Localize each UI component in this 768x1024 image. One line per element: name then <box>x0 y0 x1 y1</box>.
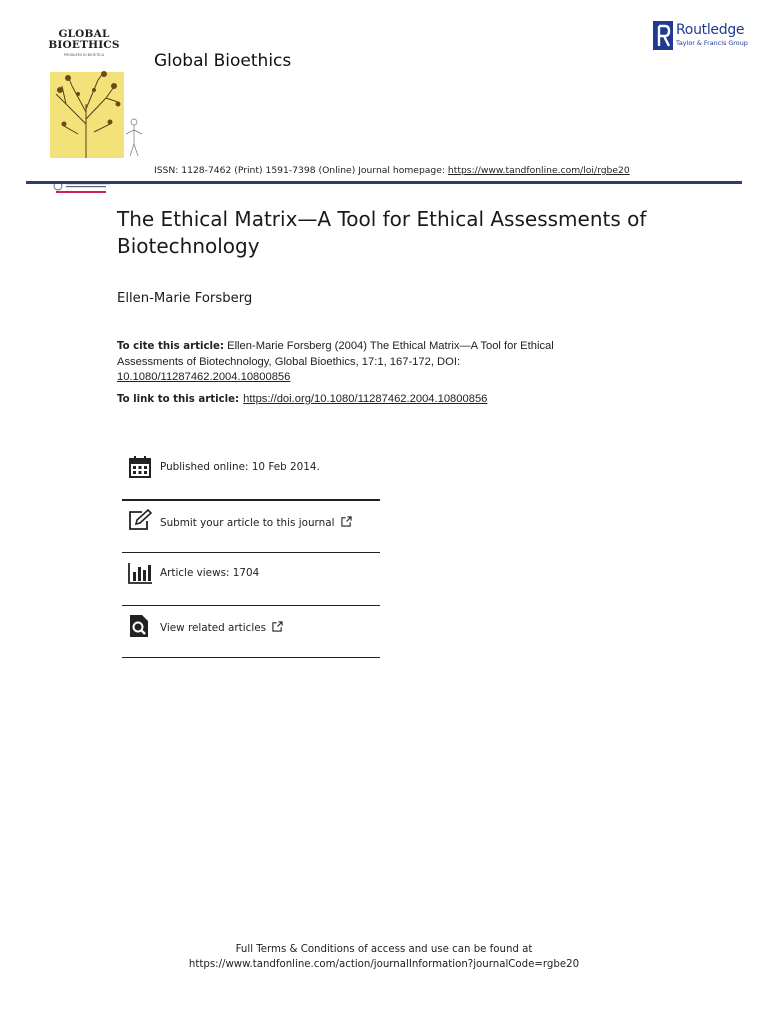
routledge-logo-icon <box>653 21 673 50</box>
related-articles-row[interactable] <box>122 614 380 666</box>
issn-line: ISSN: 1128-7462 (Print) 1591-7398 (Online) Journal homepage: https://www.tandfonline.com/loi/rgbe20 <box>154 165 630 176</box>
related-articles-link[interactable]: View related articles <box>160 622 267 634</box>
footer-terms-link[interactable]: https://www.tandfonline.com/action/journalInformation?journalCode=rgbe20 <box>188 959 580 970</box>
cover-title: GLOBAL BIOETHICS <box>48 28 120 51</box>
published-online-text: Published online: 10 Feb 2014. <box>160 461 320 473</box>
submit-article-link[interactable]: Submit your article to this journal <box>160 517 335 529</box>
search-document-icon <box>128 614 152 638</box>
cover-subtitle: PROBLEMI DI BIOETICA <box>63 53 105 57</box>
publisher-logo-text: Routledge <box>676 22 745 38</box>
cite-label: To cite this article: <box>117 341 224 352</box>
article-link-block <box>117 393 487 405</box>
footer-line-1: Full Terms & Conditions of access and use can be found at <box>235 944 533 955</box>
submit-article-row[interactable] <box>122 509 380 561</box>
cite-text: Ellen-Marie Forsberg (2004) The Ethical Matrix—A Tool for Ethical Assessments of Biotechnology, Global Bioethics, 17:1, 167-172, DOI: <box>117 340 554 368</box>
bar-chart-icon <box>128 561 152 585</box>
journal-homepage-link[interactable]: https://www.tandfonline.com/loi/rgbe20 <box>447 165 630 176</box>
journal-cover <box>34 24 134 176</box>
calendar-icon <box>128 455 152 479</box>
article-views-text: Article views: 1704 <box>160 567 260 579</box>
info-divider <box>122 657 380 658</box>
cover-tree-illustration <box>48 64 144 174</box>
info-divider <box>122 499 380 501</box>
article-title: The Ethical Matrix—A Tool for Ethical Assessments of Biotechnology <box>117 207 647 258</box>
edit-icon <box>128 509 152 533</box>
journal-name[interactable]: Global Bioethics <box>154 51 292 71</box>
external-link-icon <box>272 621 283 632</box>
publisher-logo-subtitle: Taylor & Francis Group <box>676 39 748 47</box>
info-divider <box>122 552 380 553</box>
external-link-icon <box>341 516 352 527</box>
header-divider <box>26 181 742 184</box>
article-author[interactable]: Ellen-Marie Forsberg <box>117 291 253 306</box>
info-divider <box>122 605 380 606</box>
footer-terms <box>0 942 768 972</box>
article-doi-link[interactable]: https://doi.org/10.1080/11287462.2004.10800856 <box>243 393 488 405</box>
cite-doi-link[interactable]: 10.1080/11287462.2004.10800856 <box>117 371 291 383</box>
citation-block <box>117 339 557 386</box>
link-label: To link to this article: <box>117 394 240 405</box>
